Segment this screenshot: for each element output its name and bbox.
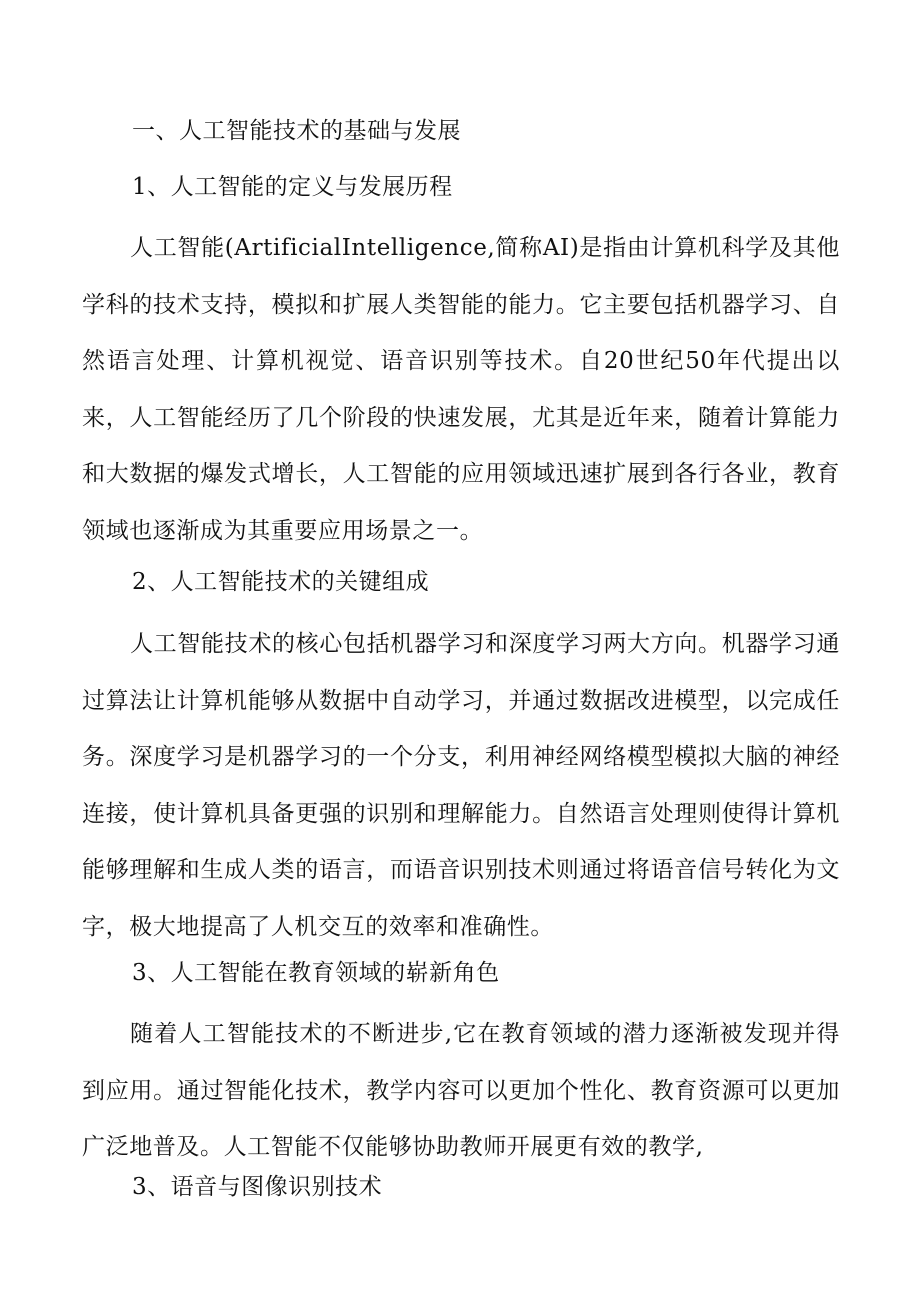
- paragraph-2: 人工智能技术的核心包括机器学习和深度学习两大方向。机器学习通过算法让计算机能够从数据中自动学习，并通过数据改进模型，以完成任务。深度学习是机器学习的一个分支，利用神经网络模型模拟大脑的神经连接，使计算机具备更强的识别和理解能力。自然语言处理则使得计算机能够理解和生成人类的语言，而语音识别技术则通过将语音信号转化为文字，极大地提高了人机交互的效率和准确性。: [82, 631, 840, 940]
- section-title: 一、人工智能技术的基础与发展: [132, 118, 461, 144]
- subsection-title-4: 3、语音与图像识别技术: [132, 1174, 383, 1200]
- subsection-title-3: 3、人工智能在教育领域的崭新角色: [132, 960, 500, 986]
- subsection-title-2: 2、人工智能技术的关键组成: [132, 569, 430, 595]
- paragraph-1: 人工智能(ArtificialIntelligence,简称AI)是指由计算机科学及其他学科的技术支持，模拟和扩展人类智能的能力。它主要包括机器学习、自然语言处理、计算机视觉、语音识别等技术。自20世纪50年代提出以来，人工智能经历了几个阶段的快速发展，尤其是近年来，随着计算能力和大数据的爆发式增长，人工智能的应用领域迅速扩展到各行各业，教育领域也逐渐成为其重要应用场景之一。: [82, 235, 840, 544]
- subsection-title-1: 1、人工智能的定义与发展历程: [132, 174, 453, 200]
- paragraph-3: 随着人工智能技术的不断进步,它在教育领域的潜力逐渐被发现并得到应用。通过智能化技术，教学内容可以更加个性化、教育资源可以更加广泛地普及。人工智能不仅能够协助教师开展更有效的教学,: [82, 1021, 840, 1160]
